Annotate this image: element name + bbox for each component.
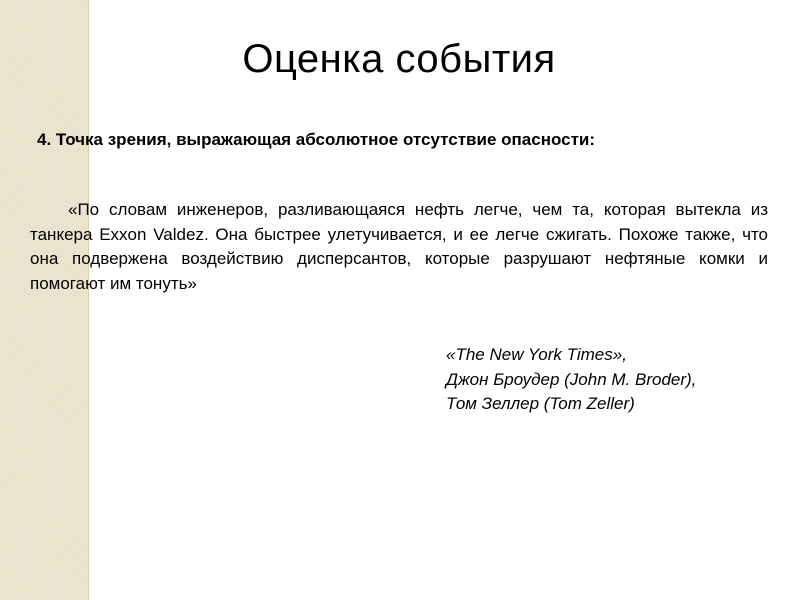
attribution-author-2: Том Зеллер (Tom Zeller): [446, 394, 635, 413]
quote-paragraph: «По словам инженеров, разливающаяся нефть легче, чем та, которая вытекла из танкера Exxon Valdez. Она быстрее улетучивается, и ее легче сжигать. Похоже также, что она подвержена воздействию дисперсантов, которые разрушают нефтяные комки и помогают им тонуть»: [30, 200, 768, 293]
attribution-author-1: Джон Броудер (John M. Broder),: [446, 369, 697, 389]
quote-attribution: [446, 343, 696, 417]
slide-title: [0, 31, 800, 87]
slide-title-text: Оценка события: [242, 37, 556, 81]
decorative-side-strip: [0, 0, 88, 600]
viewpoint-heading: 4. Точка зрения, выражающая абсолютное отсутствие опасности:: [37, 130, 596, 149]
side-strip-divider: [88, 0, 89, 600]
attribution-source: «The New York Times»,: [446, 345, 627, 364]
